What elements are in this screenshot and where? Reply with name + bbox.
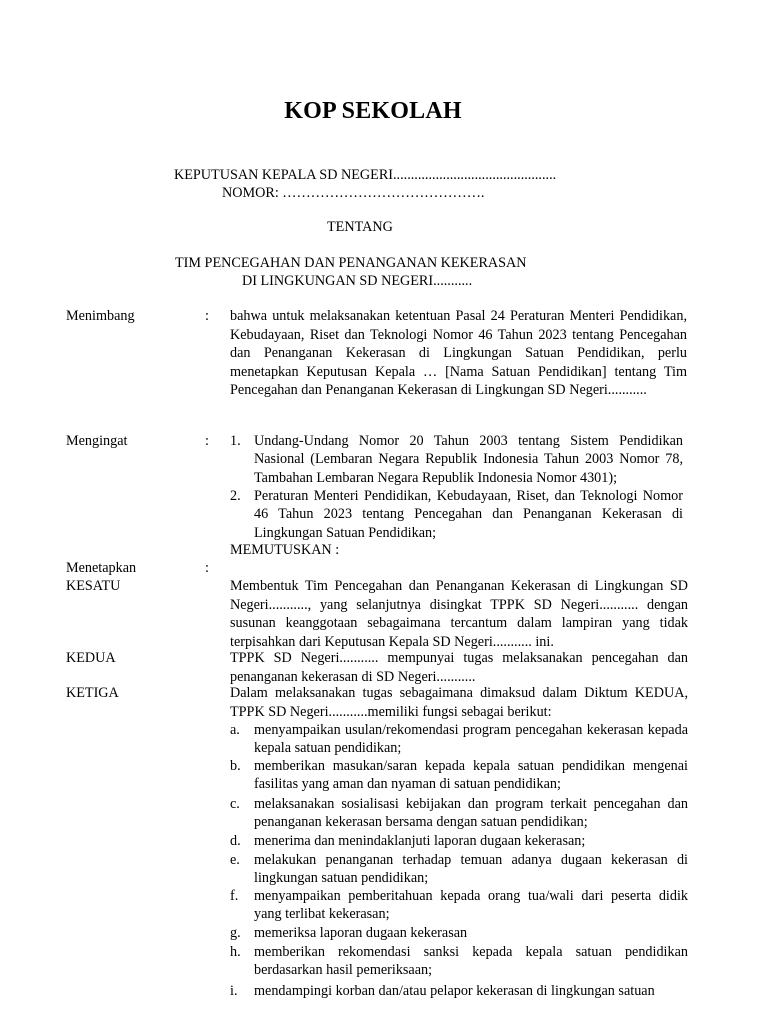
- list-text: menyampaikan pemberitahuan kepada orang tua/wali dari peserta didik yang terlibat kekerasan;: [254, 888, 688, 923]
- second-diktum-label: KEDUA: [66, 650, 116, 666]
- third-diktum-label: KETIGA: [66, 685, 119, 701]
- list-text: menyampaikan usulan/rekomendasi program pencegahan kekerasan kepada kepala satuan pendidikan;: [254, 722, 688, 757]
- list-text: memeriksa laporan dugaan kekerasan: [254, 925, 468, 941]
- list-text: memberikan masukan/saran kepada kepala satuan pendidikan mengenai fasilitas yang aman dan nyaman di satuan pendidikan;: [254, 758, 688, 793]
- decree-number: NOMOR: …………………………………….: [222, 185, 485, 201]
- list-item: [230, 795, 688, 832]
- list-item: [230, 832, 688, 850]
- list-marker: i.: [230, 983, 238, 999]
- recalling-label: Mengingat: [66, 433, 128, 449]
- considering-label: Menimbang: [66, 308, 135, 324]
- list-marker: 2.: [230, 488, 241, 504]
- decree-about: TENTANG: [327, 219, 393, 235]
- list-marker: f.: [230, 888, 239, 904]
- list-marker: h.: [230, 944, 241, 960]
- list-marker: d.: [230, 833, 241, 849]
- recalling-colon: :: [205, 433, 209, 449]
- list-text: melaksanakan sosialisasi kebijakan dan program terkait pencegahan dan penanganan kekerasan bersama dengan satuan pendidikan;: [254, 796, 688, 831]
- stipulating-colon: :: [205, 560, 209, 576]
- decree-subject-line-1: TIM PENCEGAHAN DAN PENANGANAN KEKERASAN: [175, 255, 527, 271]
- list-marker: b.: [230, 758, 241, 774]
- list-item: [230, 487, 683, 542]
- third-diktum-text: Dalam melaksanakan tugas sebagaimana dimaksud dalam Diktum KEDUA, TPPK SD Negeri...........memiliki fungsi sebagai berikut:: [230, 685, 688, 720]
- first-diktum-text: Membentuk Tim Pencegahan dan Penanganan Kekerasan di Lingkungan SD Negeri..........., yang selanjutnya disingkat TPPK SD Negeri........... dengan susunan keanggotaan sebagaimana tercantum dalam lampiran yang tidak terpisahkan dari Keputusan Kepala SD Negeri........... ini.: [230, 578, 688, 650]
- decree-title: KEPUTUSAN KEPALA SD NEGERI..............................................: [174, 167, 557, 183]
- second-diktum-text: TPPK SD Negeri........... mempunyai tugas melaksanakan pencegahan dan penanganan kekerasan di SD Negeri...........: [230, 650, 688, 685]
- list-marker: e.: [230, 852, 240, 868]
- first-diktum-label: KESATU: [66, 578, 121, 594]
- list-marker: a.: [230, 722, 240, 738]
- list-text: memberikan rekomendasi sanksi kepada kepala satuan pendidikan berdasarkan hasil pemeriksaan;: [254, 944, 688, 979]
- list-item: [230, 851, 688, 888]
- deciding-heading: MEMUTUSKAN :: [230, 542, 340, 558]
- list-item: [230, 432, 683, 487]
- list-item: [230, 757, 688, 794]
- stipulating-label: Menetapkan: [66, 560, 137, 576]
- decree-subject-line-2: DI LINGKUNGAN SD NEGERI...........: [242, 273, 473, 289]
- list-item: [230, 982, 688, 1000]
- considering-colon: :: [205, 308, 209, 324]
- list-item: [230, 887, 688, 924]
- list-text: Undang-Undang Nomor 20 Tahun 2003 tentang Sistem Pendidikan Nasional (Lembaran Negara Republik Indonesia Tahun 2003 Nomor 78, Tambahan Lembaran Negara Republik Indonesia Nomor 4301);: [254, 433, 683, 486]
- list-text: mendampingi korban dan/atau pelapor kekerasan di lingkungan satuan: [254, 983, 655, 999]
- list-item: [230, 924, 688, 942]
- list-marker: 1.: [230, 433, 241, 449]
- list-item: [230, 721, 688, 758]
- list-text: menerima dan menindaklanjuti laporan dugaan kekerasan;: [254, 833, 586, 849]
- list-marker: c.: [230, 796, 240, 812]
- list-marker: g.: [230, 925, 241, 941]
- list-item: [230, 943, 688, 980]
- list-text: melakukan penanganan terhadap temuan adanya dugaan kekerasan di lingkungan satuan pendidikan;: [254, 852, 688, 887]
- list-text: Peraturan Menteri Pendidikan, Kebudayaan, Riset, dan Teknologi Nomor 46 Tahun 2023 tentang Pencegahan dan Penanganan Kekerasan di Lingkungan Satuan Pendidikan;: [254, 488, 683, 541]
- letterhead-title: KOP SEKOLAH: [284, 98, 462, 124]
- considering-text: bahwa untuk melaksanakan ketentuan Pasal 24 Peraturan Menteri Pendidikan, Kebudayaan, Riset dan Teknologi Nomor 46 Tahun 2023 tentang Pencegahan dan Penanganan Kekerasan di Lingkungan Satuan Pendidikan, perlu menetapkan Keputusan Kepala … [Nama Satuan Pendidikan] tentang Tim Pencegahan dan Penanganan Kekerasan di Lingkungan SD Negeri...........: [230, 308, 687, 398]
